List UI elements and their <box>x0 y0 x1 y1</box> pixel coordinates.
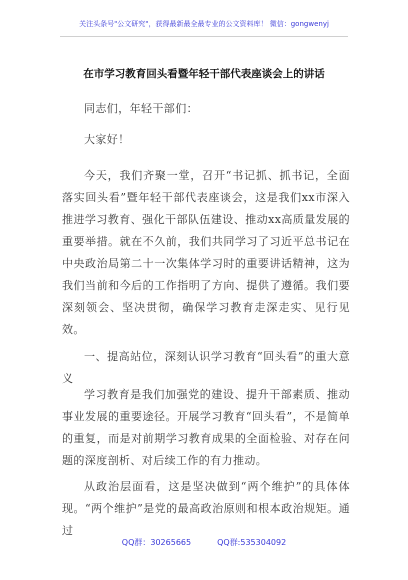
greeting: 大家好！ <box>84 133 130 146</box>
body-paragraph-1: 今天，我们齐聚一堂，召开“书记抓、抓书记，全面落实回头看”暨年轻干部代表座谈会，这是我们xx市深入推进学习教育、强化干部队伍建设、推动xx高质量发展的重要举措。就在不久前，我们共同学习了习近平总书记在中央政治局第二十一次集体学习时的重要讲话精神，这为我们当前和今后的工作指明了方向、提供了遵循。我们要深刻领会、坚决贯彻，确保学习教育走深走实、见行见效。 <box>62 169 350 336</box>
footer-qq-group-1: QQ群：30265665 <box>121 538 192 547</box>
header-divider <box>60 36 348 37</box>
salutation: 同志们，年轻干部们： <box>84 102 198 115</box>
footer-qq-group-2: QQ群:535304092 <box>217 538 287 547</box>
body-paragraph-3: 从政治层面看，这是坚决做到“两个维护”的具体体现。“两个维护”是党的最高政治原则和根本政治规矩。通过 <box>62 480 350 537</box>
document-title: 在市学习教育回头看暨年轻干部代表座谈会上的讲话 <box>83 68 325 80</box>
header-note: 关注头条号"公文研究"，获得最新最全最专业的公文资料库！ 微信：gongwenyj <box>79 20 329 28</box>
footer <box>0 537 408 549</box>
body-paragraph-2: 学习教育是我们加强党的建设、提升干部素质、推动事业发展的重要途径。开展学习教育“回头看”，不是简单的重复，而是对前期学习教育成果的全面检验、对存在问题的深度剖析、对后续工作的有力推动。 <box>62 388 350 467</box>
section-heading-1: 一、提高站位，深刻认识学习教育“回头看”的重大意义 <box>62 350 350 385</box>
